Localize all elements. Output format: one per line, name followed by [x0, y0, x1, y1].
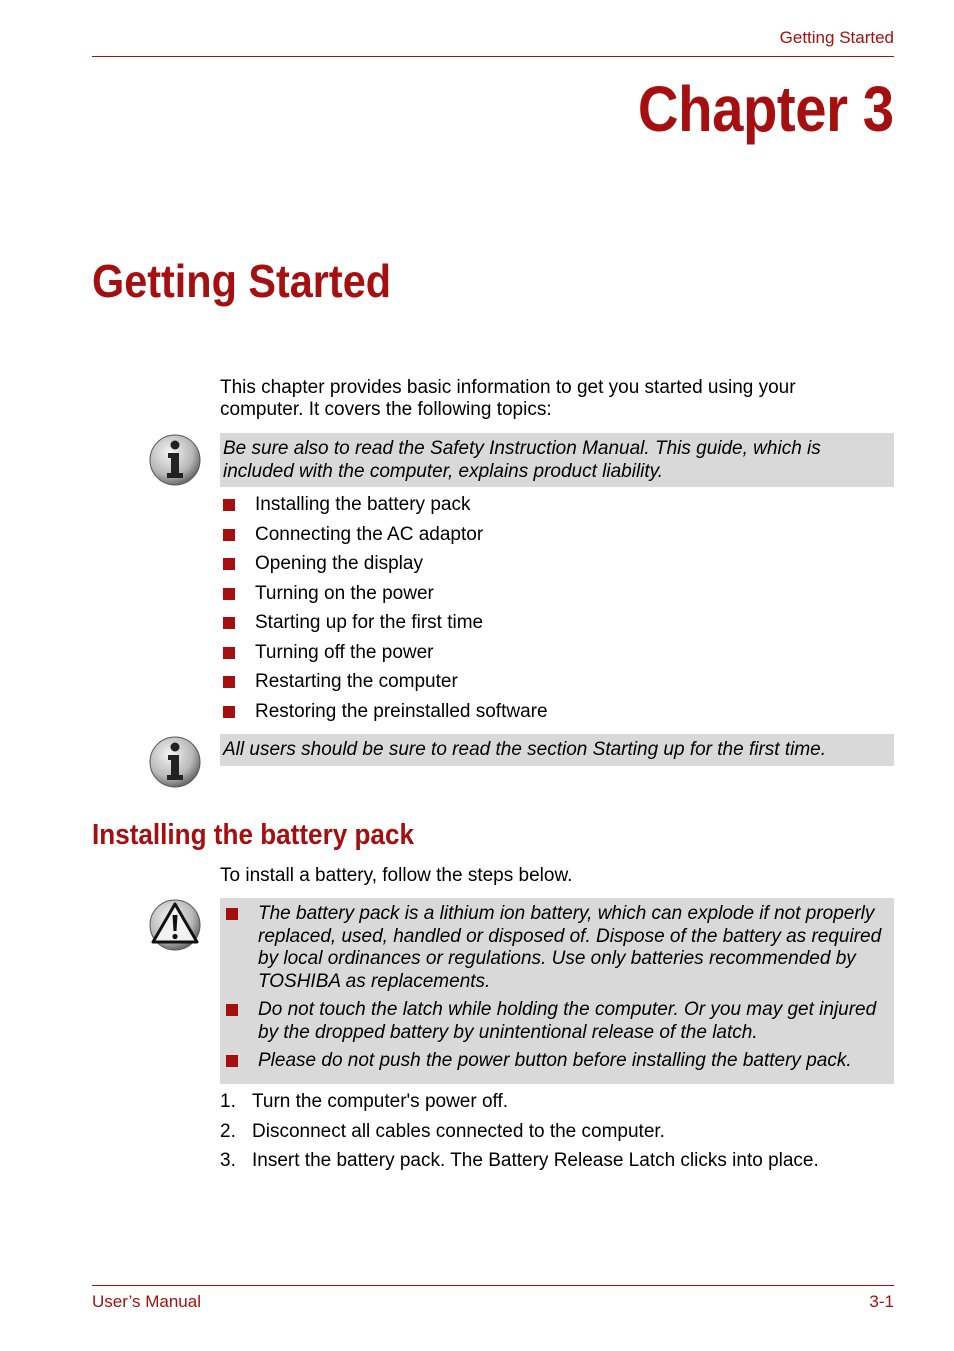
list-item: Installing the battery pack [220, 494, 548, 524]
list-item: Turning on the power [220, 583, 548, 613]
header-rule [92, 56, 894, 57]
bullet-icon [223, 529, 235, 541]
footer-rule [92, 1285, 894, 1286]
bullet-icon [226, 1055, 238, 1067]
bullet-icon [223, 558, 235, 570]
page-number: 3-1 [869, 1292, 894, 1311]
footer-manual-name: User’s Manual [92, 1292, 201, 1311]
step-list [220, 1091, 819, 1180]
list-item: Restarting the computer [220, 671, 548, 701]
list-item: Starting up for the first time [220, 612, 548, 642]
list-item: Turning off the power [220, 642, 548, 672]
bullet-icon [223, 676, 235, 688]
page-title: Getting Started [92, 255, 392, 307]
step-item: 2. Disconnect all cables connected to the computer. [220, 1120, 665, 1142]
running-header: Getting Started [779, 28, 894, 47]
step-item: 3. Insert the battery pack. The Battery Release Latch clicks into place. [220, 1150, 819, 1171]
caution-item: The battery pack is a lithium ion battery, which can explode if not properly replaced, used, handled or disposed of. Dispose of the battery as required by local ordinances or regulations. Use only batteries recommended by TOSHIBA as replacements. [223, 903, 891, 993]
chapter-label: Chapter 3 [638, 73, 894, 145]
bullet-icon [223, 499, 235, 511]
info-icon [148, 735, 202, 794]
info-icon [148, 433, 202, 492]
section-heading: Installing the battery pack [92, 819, 414, 851]
bullet-icon [223, 647, 235, 659]
caution-item: Do not touch the latch while holding the computer. Or you may get injured by the dropped battery by unintentional release of the latch. [223, 999, 891, 1044]
intro-paragraph: This chapter provides basic information to get you started using your computer. It covers the following topics: [220, 377, 796, 420]
step-item: 1. Turn the computer's power off. [220, 1091, 509, 1112]
caution-icon [148, 898, 202, 957]
section-intro: To install a battery, follow the steps below. [220, 865, 573, 886]
bullet-icon [223, 617, 235, 629]
bullet-icon [226, 1004, 238, 1016]
caution-box [220, 898, 894, 1084]
list-item: Connecting the AC adaptor [220, 524, 548, 554]
info-note: All users should be sure to read the section Starting up for the first time. [220, 734, 894, 766]
list-item: Opening the display [220, 553, 548, 583]
caution-item: Please do not push the power button before installing the battery pack. [223, 1050, 891, 1073]
bullet-icon [226, 908, 238, 920]
bullet-icon [223, 588, 235, 600]
bullet-icon [223, 706, 235, 718]
list-item: Restoring the preinstalled software [220, 701, 548, 731]
topic-list [220, 494, 548, 730]
info-note: Be sure also to read the Safety Instruction Manual. This guide, which is included with the computer, explains product liability. [220, 433, 894, 487]
